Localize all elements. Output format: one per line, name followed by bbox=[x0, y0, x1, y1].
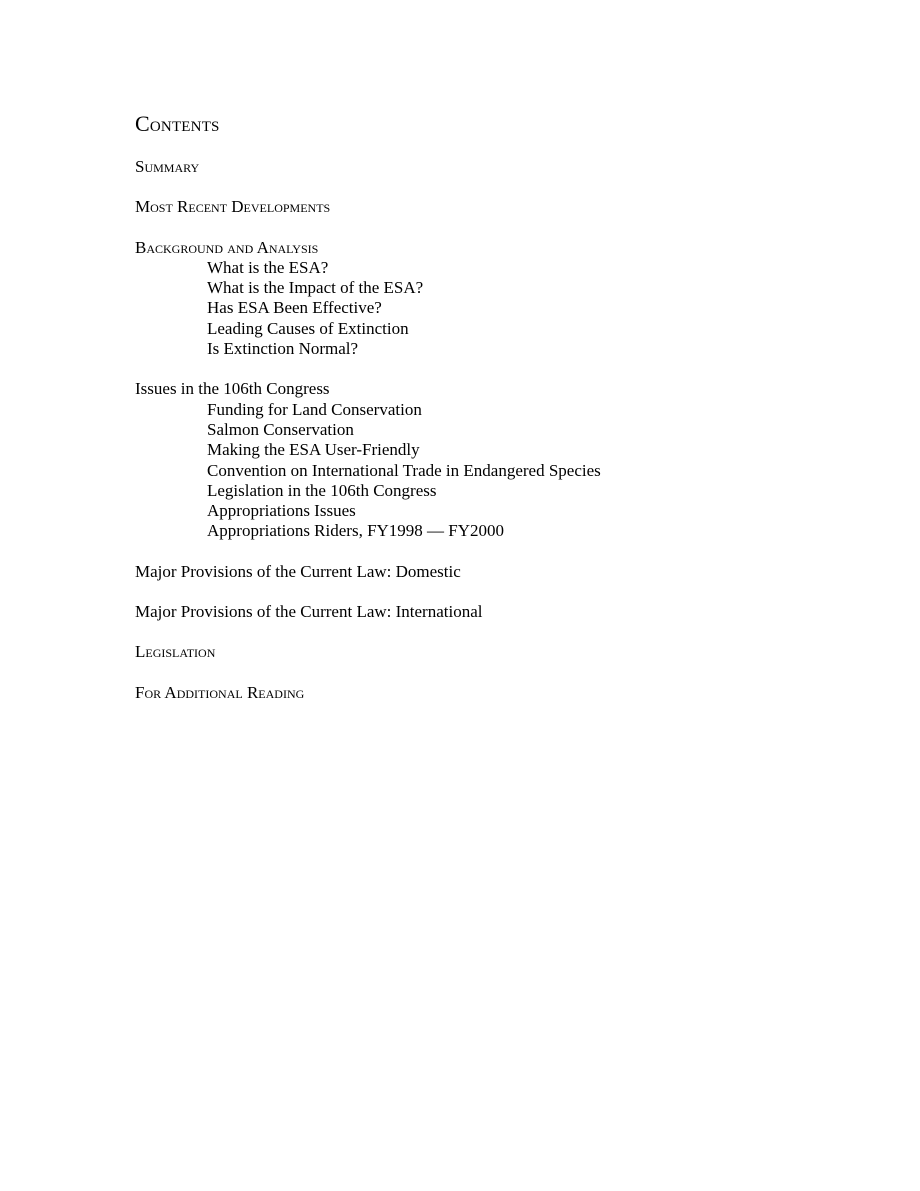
toc-subsection-item: Appropriations Issues bbox=[207, 501, 356, 521]
toc-section-background-and-analysis bbox=[135, 238, 875, 360]
toc-section-legislation bbox=[135, 642, 875, 662]
toc-subsection-item: Has ESA Been Effective? bbox=[207, 298, 382, 318]
toc-section-summary bbox=[135, 157, 875, 177]
toc-subsection-item: Funding for Land Conservation bbox=[207, 399, 422, 419]
toc-section-provisions-domestic bbox=[135, 562, 875, 582]
table-of-contents bbox=[135, 110, 875, 723]
toc-heading: Most Recent Developments bbox=[135, 197, 331, 217]
toc-section-most-recent-developments bbox=[135, 197, 875, 217]
toc-heading: Summary bbox=[135, 157, 200, 176]
toc-subsection-item: Is Extinction Normal? bbox=[207, 339, 359, 359]
toc-heading: Background and Analysis bbox=[135, 237, 319, 257]
toc-subsection-list bbox=[135, 400, 875, 542]
toc-subsection-item: Salmon Conservation bbox=[207, 419, 354, 439]
toc-heading: Issues in the 106th Congress bbox=[135, 379, 330, 399]
toc-subsection-list bbox=[135, 258, 875, 359]
toc-subsection-item: Convention on International Trade in Endangered Species bbox=[207, 460, 601, 480]
contents-title: Contents bbox=[135, 111, 220, 136]
toc-subsection-item: Making the ESA User-Friendly bbox=[207, 440, 420, 460]
toc-heading: Major Provisions of the Current Law: Domestic bbox=[135, 561, 461, 581]
toc-subsection-item: What is the Impact of the ESA? bbox=[207, 278, 424, 298]
toc-section-additional-reading bbox=[135, 683, 875, 703]
toc-section-provisions-international bbox=[135, 602, 875, 622]
toc-subsection-item: Leading Causes of Extinction bbox=[207, 318, 409, 338]
toc-heading: For Additional Reading bbox=[135, 682, 305, 702]
toc-heading: Major Provisions of the Current Law: International bbox=[135, 602, 483, 622]
toc-heading: Legislation bbox=[135, 642, 216, 662]
toc-subsection-item: What is the ESA? bbox=[207, 257, 329, 277]
toc-subsection-item: Appropriations Riders, FY1998 — FY2000 bbox=[207, 521, 505, 541]
toc-subsection-item: Legislation in the 106th Congress bbox=[207, 480, 437, 500]
toc-section-issues-106th-congress bbox=[135, 379, 875, 541]
